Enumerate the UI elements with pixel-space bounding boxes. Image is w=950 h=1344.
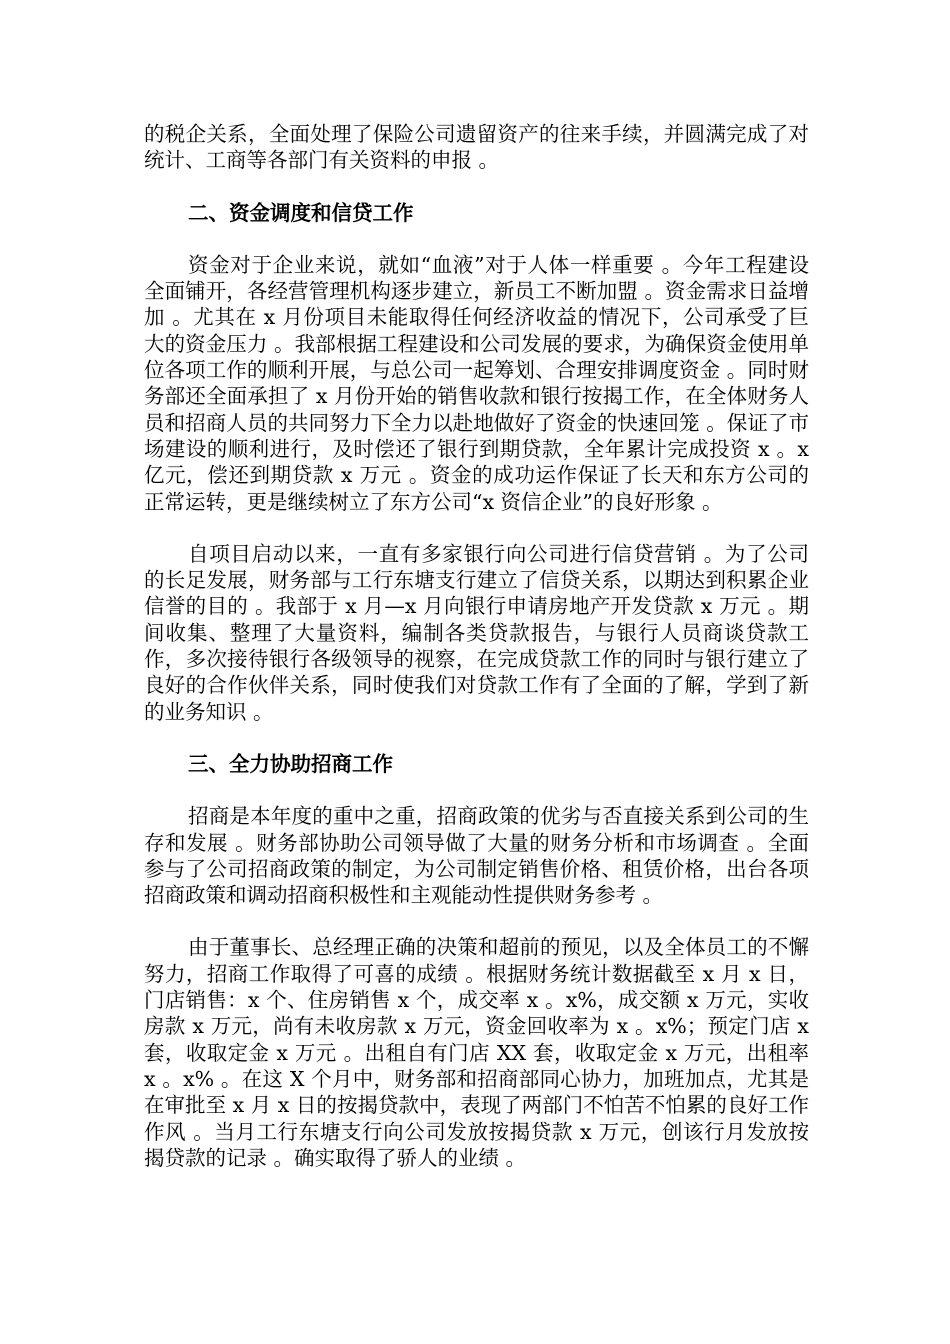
paragraph-gap (144, 174, 809, 200)
paragraph-funding: 资金对于企业来说，就如“血液”对于人体一样重要 。今年工程建设全面铺开，各经营管理机构逐步建立，新员工不断加盟 。资金需求日益增加 。尤其在 x 月份项目未能取得任何经济收益的情况下，公司承受了巨大的资金压力 。我部根据工程建设和公司发展的要求，为确保资金使用单位各项工作的顺利开展，与总公司一起筹划、合理安排调度资金 。同时财务部还全面承担了 x 月份开始的销售收款和银行按揭工作，在全体财务人员和招商人员的共同努力下全力以赴地做好了资金的快速回笼 。保证了市场建设的顺利进行，及时偿还了银行到期贷款，全年累计完成投资 x 。x 亿元，偿还到期贷款 x 万元 。资金的成功运作保证了长天和东方公司的正常运转，更是继续树立了东方公司“x 资信企业”的良好形象 。 (144, 252, 809, 514)
paragraph-investment-policy: 招商是本年度的重中之重，招商政策的优劣与否直接关系到公司的生存和发展 。财务部协助公司领导做了大量的财务分析和市场调查 。全面参与了公司招商政策的制定，为公司制定销售价格、租赁价格，出台各项招商政策和调动招商积极性和主观能动性提供财务参考 。 (144, 804, 809, 908)
section-heading-funding: 二、资金调度和信贷工作 (188, 200, 414, 225)
paragraph-credit: 自项目启动以来，一直有多家银行向公司进行信贷营销 。为了公司的长足发展，财务部与工行东塘支行建立了信贷关系，以期达到积累企业信誉的目的 。我部于 x 月—x 月向银行申请房地产开发贷款 x 万元 。期间收集、整理了大量资料，编制各类贷款报告，与银行人员商谈贷款工作，多次接待银行各级领导的视察，在完成贷款工作的同时与银行建立了良好的合作伙伴关系，同时使我们对贷款工作有了全面的了解，学到了新的业务知识 。 (144, 541, 809, 724)
paragraph-gap (144, 515, 809, 541)
section-heading-investment: 三、全力协助招商工作 (188, 751, 393, 776)
paragraph-continuation: 的税企关系，全面处理了保险公司遗留资产的往来手续，并圆满完成了对统计、工商等各部门有关资料的申报 。 (144, 122, 809, 173)
paragraph-gap (144, 725, 809, 751)
paragraph-gap (144, 908, 809, 934)
paragraph-gap (144, 777, 809, 803)
paragraph-gap (144, 226, 809, 252)
paragraph-investment-results: 由于董事长、总经理正确的决策和超前的预见，以及全体员工的不懈努力，招商工作取得了可喜的成绩 。根据财务统计数据截至 x 月 x 日，门店销售：x 个、住房销售 x 个，成交率 x 。x%，成交额 x 万元，实收房款 x 万元，尚有未收房款 x 万元，资金回收率为 x 。x%；预定门店 x 套，收取定金 x 万元 。出租自有门店 XX 套，收取定金 x 万元，出租率 x 。x% 。在这 X 个月中，财务部和招商部同心协力，加班加点，尤其是在审批至 x 月 x 日的按揭贷款中，表现了两部门不怕苦不怕累的良好工作作风 。当月工行东塘支行向公司发放按揭贷款 x 万元，创该行月发放按揭贷款的记录 。确实取得了骄人的业绩 。 (144, 935, 809, 1170)
document-body (144, 121, 809, 1171)
